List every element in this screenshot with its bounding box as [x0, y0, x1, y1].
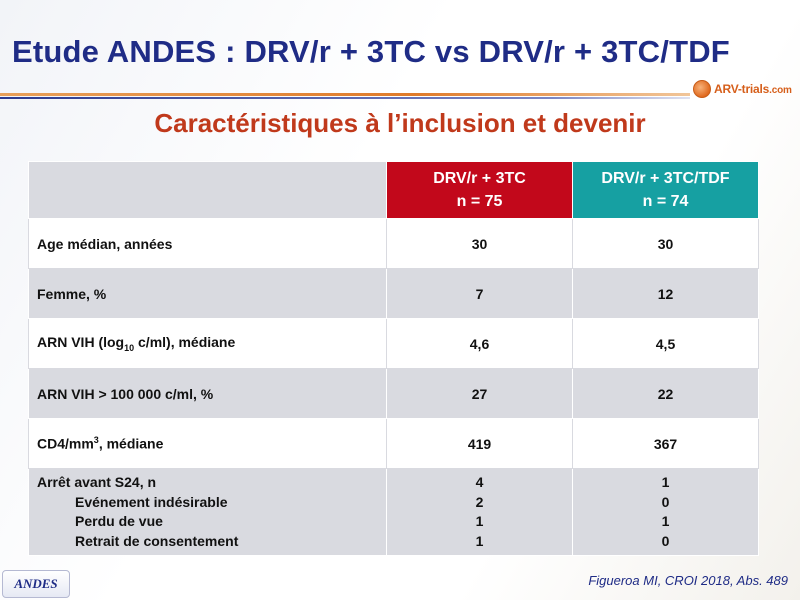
row-value-arm-triple: 30 — [573, 219, 759, 269]
discontinuation-value: 2 — [475, 493, 484, 510]
discontinuation-value: 1 — [475, 532, 484, 549]
discontinuation-total: 4 — [475, 474, 484, 490]
table-row — [29, 369, 759, 419]
row-value-arm-dual: 27 — [387, 369, 573, 419]
row-label: Femme, % — [29, 269, 387, 319]
header-blank-cell — [29, 162, 387, 219]
discontinuation-label: Arrêt avant S24, n — [37, 474, 157, 490]
row-value-arm-dual: 419 — [387, 419, 573, 469]
table-row — [29, 419, 759, 469]
row-label — [29, 419, 387, 469]
row-label-part: ARN VIH (log — [37, 334, 125, 351]
discontinuation-value: 0 — [661, 532, 670, 549]
logo-text-suffix: .com — [769, 85, 792, 96]
header-arm-triple-name: DRV/r + 3TC/TDF — [601, 170, 730, 187]
discontinuation-values-arm-dual — [387, 469, 573, 556]
row-value-arm-dual: 30 — [387, 219, 573, 269]
header-arm-dual — [387, 162, 573, 219]
row-value-arm-triple: 367 — [573, 419, 759, 469]
logo-text-main: ARV-trials — [714, 82, 770, 96]
discontinuation-values-arm-triple — [573, 469, 759, 556]
discontinuation-reason: Evénement indésirable — [75, 493, 228, 510]
logo-mark-icon — [693, 80, 711, 98]
table-row — [29, 219, 759, 269]
row-label-part: c/ml), médiane — [134, 334, 236, 351]
title-rule-blue — [0, 97, 690, 99]
discontinuation-total: 1 — [661, 474, 670, 490]
table-row — [29, 269, 759, 319]
row-label-superscript: 3 — [93, 435, 99, 446]
row-value-arm-triple: 22 — [573, 369, 759, 419]
title-rule-orange — [0, 93, 690, 96]
logo-text — [714, 82, 792, 96]
header-arm-dual-name: DRV/r + 3TC — [433, 170, 526, 187]
row-value-arm-triple: 12 — [573, 269, 759, 319]
study-tag: ANDES — [2, 570, 70, 598]
row-value-arm-triple: 4,5 — [573, 319, 759, 369]
row-label-discontinuation — [29, 469, 387, 556]
discontinuation-reason: Perdu de vue — [75, 513, 163, 529]
header-arm-dual-n: n = 75 — [456, 193, 503, 210]
discontinuation-value: 0 — [661, 493, 670, 510]
slide-subtitle: Caractéristiques à l’inclusion et devenir — [154, 108, 646, 138]
discontinuation-reason: Retrait de consentement — [75, 532, 239, 549]
slide-title: Etude ANDES : DRV/r + 3TC vs DRV/r + 3TC/TDF — [12, 34, 730, 69]
characteristics-table — [28, 161, 759, 556]
row-label — [29, 319, 387, 369]
header-arm-triple — [573, 162, 759, 219]
row-label-subscript: 10 — [124, 342, 135, 353]
row-value-arm-dual: 4,6 — [387, 319, 573, 369]
row-label-part: , médiane — [98, 435, 164, 452]
row-value-arm-dual: 7 — [387, 269, 573, 319]
row-label: ARN VIH > 100 000 c/ml, % — [29, 369, 387, 419]
table-header-row — [29, 162, 759, 219]
discontinuation-value: 1 — [661, 513, 670, 529]
citation: Figueroa MI, CROI 2018, Abs. 489 — [588, 573, 788, 588]
row-label: Age médian, années — [29, 219, 387, 269]
row-label-part: CD4/mm — [37, 435, 94, 452]
table-row — [29, 319, 759, 369]
discontinuation-value: 1 — [475, 513, 484, 529]
arv-trials-logo — [693, 80, 792, 98]
table-row-discontinuation — [29, 469, 759, 556]
header-arm-triple-n: n = 74 — [642, 193, 689, 210]
